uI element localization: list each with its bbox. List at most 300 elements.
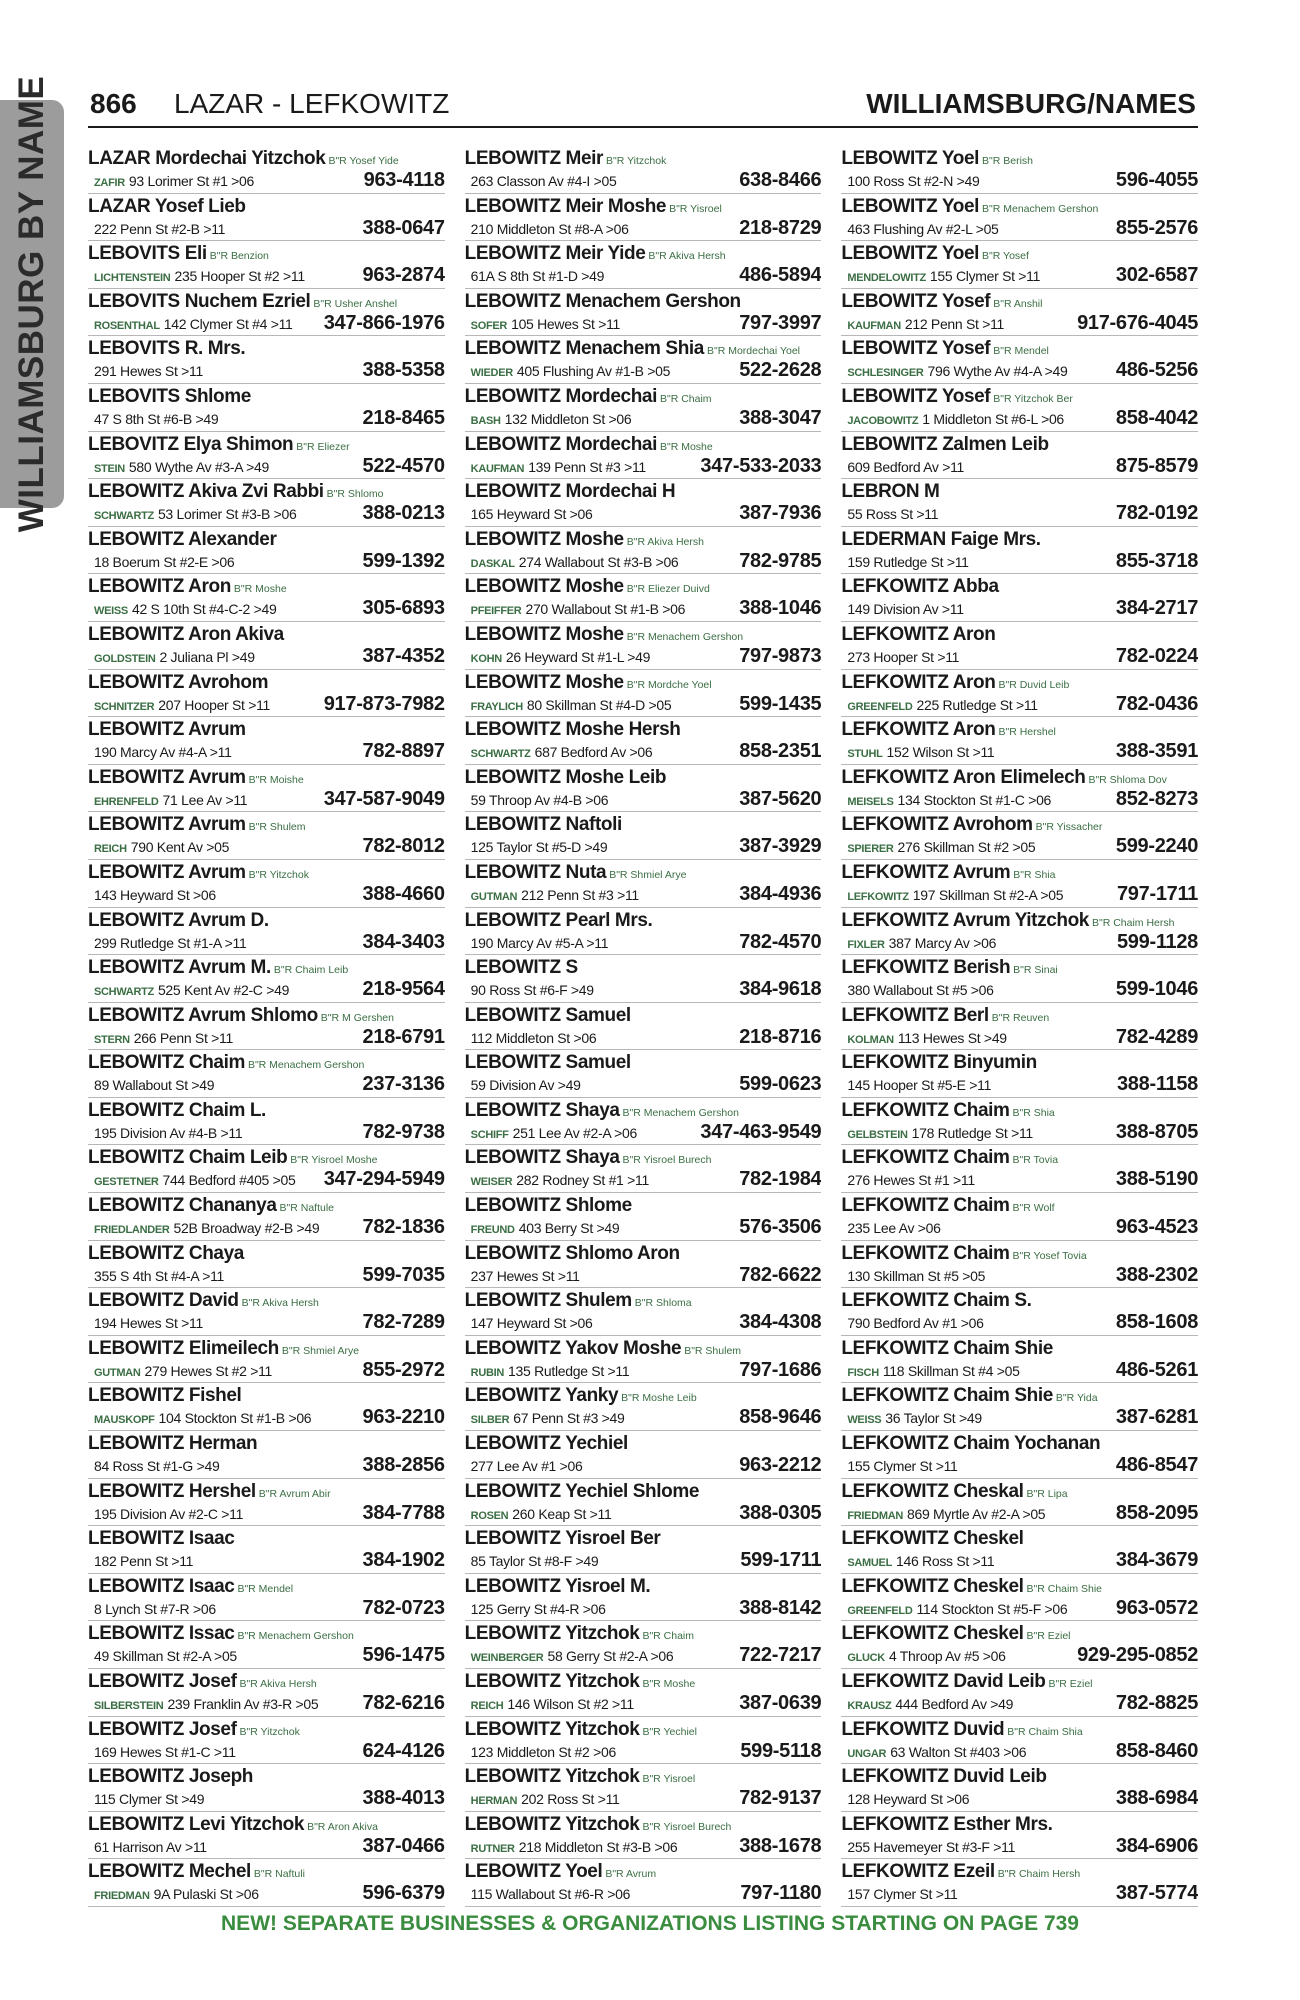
entry-phone[interactable]: 347-463-9549 — [700, 1120, 822, 1143]
entry-phone[interactable]: 599-1392 — [362, 549, 445, 572]
entry-name-line — [88, 528, 445, 551]
entry-name: LEBOWITZ Avrum — [88, 766, 246, 788]
entry-parent: B"R Berish — [982, 155, 1033, 167]
entry-name-line — [88, 718, 445, 741]
entry-name-line — [841, 956, 1198, 979]
entry-name-line — [465, 1004, 822, 1027]
entry-name-line — [88, 1146, 445, 1169]
entry-phone[interactable]: 782-9137 — [739, 1787, 822, 1810]
entry-address-line — [88, 1312, 445, 1333]
entry-phone[interactable]: 599-5118 — [740, 1739, 822, 1762]
entry-name: LEBOWITZ Chaim L. — [88, 1099, 266, 1121]
listing-entry — [88, 860, 445, 908]
entry-phone[interactable]: 596-1475 — [362, 1644, 445, 1667]
entry-parent: B"R Eliezer Duivd — [626, 583, 710, 596]
entry-phone[interactable]: 797-1686 — [739, 1358, 822, 1381]
entry-address-line — [465, 1027, 822, 1048]
entry-phone[interactable]: 596-6379 — [362, 1882, 445, 1905]
entry-family: STERN — [94, 1033, 130, 1046]
entry-family: WEINBERGER — [470, 1652, 544, 1665]
entry-parent: B"R Yosef — [982, 250, 1029, 263]
entry-address: 525 Kent Av #2-C >49 — [157, 982, 290, 999]
entry-phone[interactable]: 782-6216 — [362, 1692, 445, 1714]
entry-address: 235 Hooper St #2 >11 — [174, 268, 305, 285]
entry-parent: B"R Akiva Hersh — [241, 1297, 319, 1310]
entry-phone[interactable]: 722-7217 — [739, 1644, 822, 1667]
entry-phone[interactable]: 218-6791 — [362, 1025, 445, 1048]
entry-phone[interactable]: 782-8825 — [1115, 1692, 1199, 1714]
entry-phone[interactable]: 858-9646 — [739, 1406, 822, 1429]
entry-address-wrap — [841, 1313, 1112, 1334]
entry-phone[interactable]: 218-8465 — [362, 406, 445, 429]
entry-phone[interactable]: 388-0647 — [362, 216, 445, 239]
entry-address-wrap — [88, 1313, 359, 1334]
entry-address-line — [841, 503, 1198, 524]
entry-phone[interactable]: 963-2874 — [362, 264, 445, 287]
entry-address: 9A Pulaski St >06 — [153, 1886, 259, 1903]
entry-phone[interactable]: 387-3929 — [739, 835, 822, 858]
listing-entry — [88, 1336, 445, 1384]
entry-phone[interactable]: 576-3506 — [739, 1216, 822, 1239]
entry-name: LEBOVITS Eli — [88, 243, 207, 265]
entry-name: LEBOWITZ Avrum M. — [88, 957, 271, 979]
entry-address: 444 Bedford Av >49 — [895, 1696, 1014, 1712]
entry-family: LICHTENSTEIN — [94, 272, 171, 285]
listing-entry — [465, 336, 822, 384]
entry-address: 178 Rutledge St >11 — [911, 1124, 1033, 1141]
listing-entry — [465, 1098, 822, 1146]
entry-phone[interactable]: 388-1678 — [739, 1834, 822, 1857]
entry-phone[interactable]: 384-4936 — [739, 882, 822, 905]
entry-phone[interactable]: 852-8273 — [1115, 787, 1199, 810]
entry-address-wrap — [465, 885, 736, 908]
entry-phone[interactable]: 347-587-9049 — [323, 787, 445, 810]
entry-name: LEBOWITZ Yosef — [841, 290, 991, 312]
entry-phone[interactable]: 599-7035 — [362, 1263, 445, 1286]
entry-address-line — [88, 1407, 445, 1428]
entry-phone[interactable]: 855-3718 — [1115, 549, 1199, 572]
entry-address-wrap — [88, 1456, 359, 1477]
entry-family: SCHNITZER — [94, 700, 155, 713]
entry-name: LEBOWITZ Aron Akiva — [88, 623, 284, 645]
entry-address-wrap — [465, 1408, 736, 1431]
entry-name-line — [88, 1575, 445, 1598]
entry-phone[interactable]: 599-1711 — [740, 1549, 822, 1572]
entry-address-wrap — [841, 219, 1112, 240]
entry-phone[interactable]: 596-4055 — [1115, 169, 1199, 191]
entry-address: 132 Middleton St >06 — [504, 410, 632, 427]
entry-family: FRAYLICH — [470, 700, 523, 713]
entry-phone[interactable]: 855-2972 — [362, 1358, 445, 1381]
entry-address: 84 Ross St #1-G >49 — [94, 1458, 220, 1475]
entry-address: 796 Wythe Av #4-A >49 — [927, 363, 1068, 380]
entry-name-line — [465, 1622, 822, 1645]
entry-address-line — [465, 884, 822, 905]
entry-phone[interactable]: 387-5620 — [739, 787, 822, 810]
entry-address-line — [465, 1550, 822, 1571]
entry-name: LEFKOWITZ Chaim Shie — [841, 1337, 1053, 1359]
entry-phone[interactable]: 797-3997 — [739, 311, 822, 334]
entry-parent: B"R Wolf — [1012, 1202, 1055, 1215]
entry-parent: B"R Shmiel Arye — [281, 1344, 360, 1357]
entry-address-wrap — [841, 1170, 1112, 1191]
listing-entry — [465, 1526, 822, 1574]
entry-name-line — [465, 1432, 822, 1455]
entry-phone[interactable]: 599-1128 — [1116, 930, 1199, 953]
entry-name-line — [841, 813, 1198, 836]
entry-address: 387 Marcy Av >06 — [888, 934, 997, 951]
entry-address-line — [465, 456, 822, 477]
entry-phone[interactable]: 305-6893 — [362, 597, 445, 620]
entry-parent: B"R Chaim Shia — [1007, 1725, 1083, 1738]
entry-address-wrap — [465, 1313, 736, 1334]
entry-address-line — [88, 1122, 445, 1143]
entry-phone[interactable]: 384-9618 — [739, 978, 822, 1001]
entry-address: 139 Penn St #3 >11 — [528, 458, 646, 475]
entry-name-line — [841, 909, 1198, 932]
entry-name-line — [88, 1337, 445, 1360]
entry-phone[interactable]: 388-0305 — [739, 1501, 822, 1524]
listing-entry — [88, 241, 445, 289]
listing-entry — [88, 908, 445, 956]
entry-phone[interactable]: 875-8579 — [1115, 454, 1199, 477]
entry-family: MEISELS — [847, 795, 894, 808]
entry-name: LEBOVITZ Elya Shimon — [88, 433, 294, 455]
entry-address: 194 Hewes St >11 — [94, 1315, 203, 1332]
entry-phone[interactable]: 302-6587 — [1115, 264, 1199, 287]
entry-address-wrap — [465, 1504, 736, 1527]
entry-phone[interactable]: 387-0466 — [362, 1834, 445, 1857]
listing-entry — [465, 479, 822, 527]
entry-phone[interactable]: 858-2095 — [1115, 1501, 1199, 1524]
entry-address-line — [465, 932, 822, 953]
entry-parent: B"R Yechiel — [642, 1725, 697, 1738]
entry-address-wrap — [841, 647, 1112, 668]
listing-entry — [841, 1241, 1198, 1289]
entry-address-line — [465, 1169, 822, 1190]
entry-family: WEISS — [847, 1414, 882, 1427]
entry-phone[interactable]: 963-2210 — [362, 1406, 445, 1429]
entry-phone[interactable]: 599-0623 — [739, 1073, 822, 1096]
entry-family: WIEDER — [470, 367, 513, 380]
entry-phone[interactable]: 522-4570 — [362, 454, 445, 477]
entry-name-line — [88, 1718, 445, 1741]
entry-phone[interactable]: 599-1046 — [1115, 978, 1199, 1001]
entry-phone[interactable]: 384-3679 — [1115, 1549, 1199, 1572]
entry-address-line — [841, 1788, 1198, 1809]
entry-name-line — [88, 623, 445, 646]
entry-phone[interactable]: 963-4523 — [1115, 1216, 1199, 1239]
entry-family: WEISER — [470, 1176, 513, 1189]
entry-family: KAUFMAN — [470, 462, 525, 475]
entry-name-line — [841, 1765, 1198, 1788]
entry-phone[interactable]: 218-9564 — [362, 978, 445, 1001]
entry-phone[interactable]: 858-2351 — [739, 740, 822, 763]
entry-family: KOHN — [470, 652, 502, 665]
entry-phone[interactable]: 782-0723 — [362, 1596, 445, 1619]
entry-parent: B"R Eziel — [1048, 1678, 1093, 1690]
entry-family: SCHIFF — [470, 1128, 509, 1141]
entry-phone[interactable]: 388-1046 — [739, 597, 822, 620]
entry-phone[interactable]: 599-1435 — [739, 692, 822, 715]
entry-parent: B"R Benzion — [209, 250, 269, 263]
entry-phone[interactable]: 782-1836 — [362, 1216, 445, 1239]
entry-address-wrap — [88, 1028, 359, 1051]
entry-name-line — [88, 147, 445, 170]
listing-entry — [841, 289, 1198, 337]
entry-name-line — [465, 1670, 822, 1693]
entry-name: LEBOWITZ David — [88, 1290, 239, 1312]
entry-phone[interactable]: 388-8142 — [739, 1596, 822, 1619]
entry-phone[interactable]: 486-5894 — [739, 264, 822, 287]
entry-phone[interactable]: 486-8547 — [1115, 1454, 1199, 1477]
entry-name: LEBOWITZ Shaya — [464, 1147, 620, 1169]
entry-address: 114 Stockton St #5-F >06 — [916, 1600, 1068, 1617]
entry-name-line — [841, 623, 1198, 646]
entry-name-line — [841, 1527, 1198, 1550]
listing-entry — [88, 1145, 445, 1193]
entry-address-wrap — [841, 1266, 1112, 1287]
entry-phone[interactable]: 782-7289 — [362, 1311, 445, 1334]
entry-address-line — [88, 1027, 445, 1048]
entry-address-line — [465, 1693, 822, 1714]
listing-entry — [841, 717, 1198, 765]
listing-entry — [465, 1288, 822, 1336]
entry-address-wrap — [465, 933, 736, 954]
entry-phone[interactable]: 638-8466 — [739, 169, 822, 191]
entry-phone[interactable]: 486-5261 — [1115, 1358, 1199, 1381]
entry-phone[interactable]: 384-2717 — [1115, 597, 1199, 620]
entry-address-line — [465, 170, 822, 191]
entry-name: LEBOWITZ Shaya — [464, 1099, 620, 1121]
entry-phone[interactable]: 387-4352 — [362, 644, 445, 667]
entry-phone[interactable]: 855-2576 — [1115, 216, 1199, 239]
entry-phone[interactable]: 388-6984 — [1115, 1787, 1199, 1810]
listing-entry — [88, 1431, 445, 1479]
entry-address: 237 Hewes St >11 — [470, 1267, 580, 1284]
entry-parent: B"R Yisroel Moshe — [290, 1154, 378, 1167]
listing-entry — [465, 1764, 822, 1812]
listing-entry — [841, 1859, 1198, 1907]
entry-phone[interactable]: 388-3591 — [1115, 740, 1199, 763]
entry-address: 195 Division Av #2-C >11 — [94, 1505, 244, 1522]
entry-name-line — [841, 147, 1198, 170]
entry-phone[interactable]: 917-676-4045 — [1077, 311, 1199, 334]
entry-phone[interactable]: 384-3403 — [362, 930, 445, 953]
entry-address-line — [465, 503, 822, 524]
entry-phone[interactable]: 624-4126 — [362, 1739, 445, 1762]
listing-entry — [465, 812, 822, 860]
entry-parent: B"R Yisroel Burech — [642, 1820, 732, 1833]
entry-family: SAMUEL — [847, 1557, 892, 1570]
entry-address-wrap — [465, 1170, 736, 1193]
entry-parent: B"R Yida — [1055, 1392, 1098, 1405]
entry-phone[interactable]: 347-866-1976 — [323, 311, 445, 334]
entry-parent: B"R Eliezer — [296, 440, 350, 453]
entry-name: LEBOWITZ Yoel — [841, 148, 979, 169]
entry-phone[interactable]: 388-0213 — [362, 502, 445, 525]
entry-address-line — [841, 1265, 1198, 1286]
listing-entry — [841, 1717, 1198, 1765]
entry-address: 42 S 10th St #4-C-2 >49 — [131, 601, 277, 618]
entry-phone[interactable]: 782-8012 — [362, 835, 445, 858]
listing-entry — [88, 1193, 445, 1241]
entry-phone[interactable]: 237-3136 — [362, 1073, 445, 1096]
entry-phone[interactable]: 917-873-7982 — [323, 692, 445, 715]
entry-address: 155 Clymer St >11 — [929, 268, 1041, 285]
entry-phone[interactable]: 782-4570 — [739, 930, 822, 953]
entry-phone[interactable]: 388-1158 — [1116, 1073, 1199, 1096]
entry-family: GLUCK — [847, 1652, 885, 1665]
entry-phone[interactable]: 347-294-5949 — [323, 1168, 445, 1191]
entry-phone[interactable]: 384-4308 — [739, 1311, 822, 1334]
entry-phone[interactable]: 599-2240 — [1115, 835, 1199, 858]
entry-address-wrap — [88, 1266, 359, 1287]
entry-name: LEFKOWITZ Esther Mrs. — [841, 1813, 1053, 1835]
entry-phone[interactable]: 782-4289 — [1115, 1025, 1199, 1048]
entry-address: 218 Middleton St #3-B >06 — [518, 1838, 678, 1855]
entry-phone[interactable]: 387-0639 — [739, 1692, 822, 1714]
entry-name-line — [841, 1146, 1198, 1169]
entry-name: LEFKOWITZ Aron — [841, 719, 996, 741]
listing-entry — [841, 432, 1198, 480]
entry-phone[interactable]: 388-4013 — [362, 1787, 445, 1810]
entry-address-line — [88, 1550, 445, 1571]
entry-family: ROSENTHAL — [94, 319, 160, 332]
entry-address-line — [841, 1836, 1198, 1857]
entry-name: LEBOWITZ Herman — [88, 1433, 258, 1455]
entry-phone[interactable]: 347-533-2033 — [700, 454, 822, 477]
entry-phone[interactable]: 782-9785 — [739, 549, 822, 572]
entry-phone[interactable]: 486-5256 — [1115, 359, 1199, 382]
entry-address: 195 Division Av #4-B >11 — [94, 1124, 243, 1141]
entry-name-line — [841, 290, 1198, 313]
entry-phone[interactable]: 963-4118 — [363, 169, 445, 191]
entry-parent: B"R Shulem — [684, 1344, 742, 1357]
entry-address-line — [841, 1550, 1198, 1571]
entry-name: LEFKOWITZ Cheskel — [841, 1623, 1024, 1645]
entry-address-wrap — [841, 504, 1112, 525]
listing-entry — [465, 1574, 822, 1622]
listing-entry — [465, 1193, 822, 1241]
entry-name-line — [841, 1622, 1198, 1645]
entry-phone[interactable]: 782-0192 — [1115, 502, 1199, 525]
entry-name-line — [465, 1051, 822, 1074]
entry-phone[interactable]: 782-1984 — [739, 1168, 822, 1191]
entry-family: REICH — [470, 1700, 504, 1712]
entry-phone[interactable]: 388-2856 — [362, 1454, 445, 1477]
entry-phone[interactable]: 388-5190 — [1115, 1168, 1199, 1191]
entry-name-line — [465, 528, 822, 551]
entry-name-line — [465, 909, 822, 932]
entry-address-line — [88, 1645, 445, 1666]
listing-entry — [465, 1003, 822, 1051]
entry-address: 212 Penn St #3 >11 — [521, 886, 639, 903]
entry-address: 147 Heyward St >06 — [470, 1315, 593, 1332]
entry-phone[interactable]: 388-4660 — [362, 882, 445, 905]
listing-entry — [88, 955, 445, 1003]
entry-phone[interactable]: 387-7936 — [739, 502, 822, 525]
listing-entry — [841, 527, 1198, 575]
entry-name-line — [841, 1432, 1198, 1455]
entry-phone[interactable]: 388-3047 — [739, 406, 822, 429]
entry-name: LEBOWITZ Avrum — [88, 814, 246, 836]
entry-name: LEBOWITZ Yitzchok — [464, 1813, 640, 1835]
entry-name-line — [841, 528, 1198, 551]
entry-phone[interactable]: 963-0572 — [1115, 1596, 1199, 1619]
entry-address-wrap — [841, 790, 1112, 813]
entry-phone[interactable]: 782-8897 — [362, 740, 445, 763]
entry-name-line — [465, 575, 822, 598]
entry-phone[interactable]: 858-1608 — [1115, 1311, 1199, 1334]
entry-name-line — [88, 337, 445, 360]
entry-address-line — [88, 1883, 445, 1904]
entry-family: KOLMAN — [847, 1033, 894, 1046]
entry-phone[interactable]: 963-2212 — [739, 1454, 822, 1477]
entry-name: LEBOWITZ Yosef — [841, 385, 991, 407]
entry-phone[interactable]: 388-8705 — [1115, 1120, 1199, 1143]
entry-phone[interactable]: 858-4042 — [1115, 406, 1199, 429]
entry-phone[interactable]: 782-0436 — [1115, 692, 1199, 715]
entry-phone[interactable]: 387-6281 — [1115, 1406, 1199, 1429]
entry-address-line — [841, 1122, 1198, 1143]
entry-phone[interactable]: 858-8460 — [1115, 1739, 1199, 1762]
entry-phone[interactable]: 384-7788 — [362, 1501, 445, 1524]
entry-phone[interactable]: 797-1711 — [1116, 882, 1199, 905]
entry-address-wrap — [841, 266, 1112, 289]
entry-address-wrap — [465, 409, 736, 432]
entry-parent: B"R Usher Anshel — [313, 297, 398, 310]
entry-phone[interactable]: 388-2302 — [1115, 1263, 1199, 1286]
entry-name: LEFKOWITZ Berl — [841, 1004, 989, 1026]
listing-entry — [841, 955, 1198, 1003]
entry-address-line — [841, 1217, 1198, 1238]
entry-address-wrap — [465, 1456, 736, 1477]
side-tab-label: WILLIAMSBURG BY NAME — [12, 75, 51, 533]
entry-phone[interactable]: 797-1180 — [740, 1882, 822, 1905]
listing-entry — [465, 955, 822, 1003]
entry-name-line — [841, 718, 1198, 741]
entry-phone[interactable]: 782-0224 — [1115, 644, 1199, 667]
entry-phone[interactable]: 782-6622 — [739, 1263, 822, 1286]
entry-address: 125 Gerry St #4-R >06 — [470, 1600, 606, 1617]
entry-name-line — [841, 337, 1198, 360]
entry-phone[interactable]: 384-6906 — [1115, 1834, 1199, 1857]
entry-name-line — [841, 1099, 1198, 1122]
entry-phone[interactable]: 388-5358 — [362, 359, 445, 382]
entry-phone[interactable]: 218-8729 — [739, 216, 822, 239]
entry-parent: B"R Yitzchok — [239, 1725, 300, 1738]
listing-entry — [88, 622, 445, 670]
entry-phone[interactable]: 522-2628 — [739, 359, 822, 382]
entry-address-wrap — [465, 1266, 736, 1287]
entry-address: 291 Hewes St >11 — [94, 363, 203, 380]
entry-address: 380 Wallabout St #5 >06 — [847, 982, 994, 999]
entry-family: SCHWARTZ — [94, 510, 154, 523]
entry-name-line — [465, 956, 822, 979]
listing-entry — [88, 289, 445, 337]
entry-phone[interactable]: 387-5774 — [1115, 1882, 1199, 1905]
entry-phone[interactable]: 218-8716 — [739, 1025, 822, 1048]
entry-phone[interactable]: 797-9873 — [739, 644, 822, 667]
entry-phone[interactable]: 929-295-0852 — [1077, 1644, 1199, 1667]
entry-phone[interactable]: 782-9738 — [362, 1120, 445, 1143]
entry-name-line — [465, 1765, 822, 1788]
entry-phone[interactable]: 384-1902 — [362, 1549, 445, 1572]
entry-address: 255 Havemeyer St #3-F >11 — [847, 1838, 1016, 1855]
listing-entry — [465, 1431, 822, 1479]
entry-family: FRIEDLANDER — [94, 1224, 170, 1237]
